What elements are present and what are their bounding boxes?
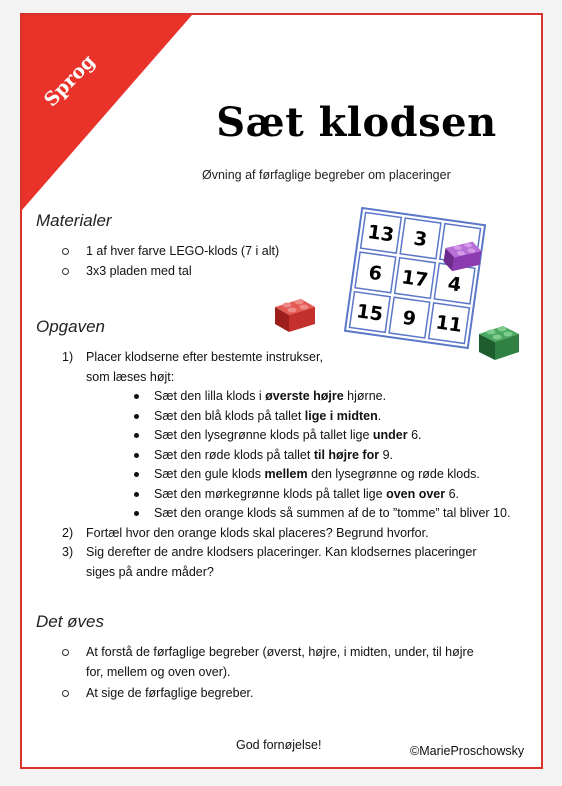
task-item-3: 3) Sig derefter de andre klodsers placeringer. Kan klodsernes placeringer siges på andre måder?: [62, 545, 477, 579]
instruction-item: Sæt den blå klods på tallet lige i midten.: [132, 407, 516, 427]
list-item: At sige de førfaglige begreber.: [36, 684, 506, 704]
materials-heading: Materialer: [36, 211, 112, 230]
instruction-item: Sæt den gule klods mellem den lysegrønne og røde klods.: [132, 465, 516, 485]
page-title: Sæt klodsen: [216, 99, 497, 146]
task-heading: Opgaven: [36, 317, 105, 336]
instruction-item: Sæt den røde klods på tallet til højre for 9.: [132, 446, 516, 466]
page-subtitle: Øvning af førfaglige begreber om placeringer: [202, 168, 451, 182]
grid-cell: 9: [401, 306, 418, 331]
grid-cell: 3: [412, 227, 429, 252]
subject-badge: Sprog: [39, 50, 100, 112]
instruction-item: Sæt den lysegrønne klods på tallet lige under 6.: [132, 426, 516, 446]
practice-heading: Det øves: [36, 612, 105, 631]
grid-cell: 17: [400, 266, 430, 292]
grid-cell: 15: [355, 300, 385, 326]
list-item: 1 af hver farve LEGO-klods (7 i alt): [36, 242, 356, 262]
grid-cell: 11: [434, 311, 464, 337]
instruction-item: Sæt den lilla klods i øverste højre hjørne.: [132, 387, 516, 407]
red-brick: [273, 295, 318, 335]
number-grid-illustration: [340, 200, 490, 360]
practice-list: [36, 643, 506, 704]
instruction-list: [132, 387, 516, 524]
closing-text: God fornøjelse!: [236, 738, 322, 752]
task-item-2: 2) Fortæl hvor den orange klods skal placeres? Begrund hvorfor.: [62, 525, 429, 540]
instruction-item: Sæt den mørkegrønne klods på tallet lige oven over 6.: [132, 485, 516, 505]
instruction-item: Sæt den orange klods så summen af de to ”tomme” tal bliver 10.: [132, 504, 516, 524]
grid-cell: 4: [446, 272, 463, 297]
task-list: [36, 348, 516, 582]
grid-cell: 6: [367, 261, 384, 286]
list-item: At forstå de førfaglige begreber (øverst, højre, i midten, under, til højre for, mellem og oven over).: [36, 643, 506, 682]
copyright-text: ©MarieProschowsky: [410, 744, 525, 758]
grid-cell: 13: [366, 221, 396, 247]
worksheet-page: [20, 13, 543, 769]
task-item-1: 1) Placer klodserne efter bestemte instrukser, som læses højt: Sæt den lilla klods i øverste højre hjørne. Sæt den blå klods på tallet lige i midten. Sæt den lysegrønne klods på tallet lige under 6. Sæt den røde klods på tallet til højre for 9. Sæt den gule klods mellem den lysegrønne og røde klods. Sæt den mørkegrønne klods på tallet lige oven over 6. Sæt den orange klods så summen af de to ”tomme” tal bliver 10.: [36, 348, 516, 524]
materials-list: [36, 242, 356, 281]
list-item: 3x3 pladen med tal: [36, 262, 356, 282]
